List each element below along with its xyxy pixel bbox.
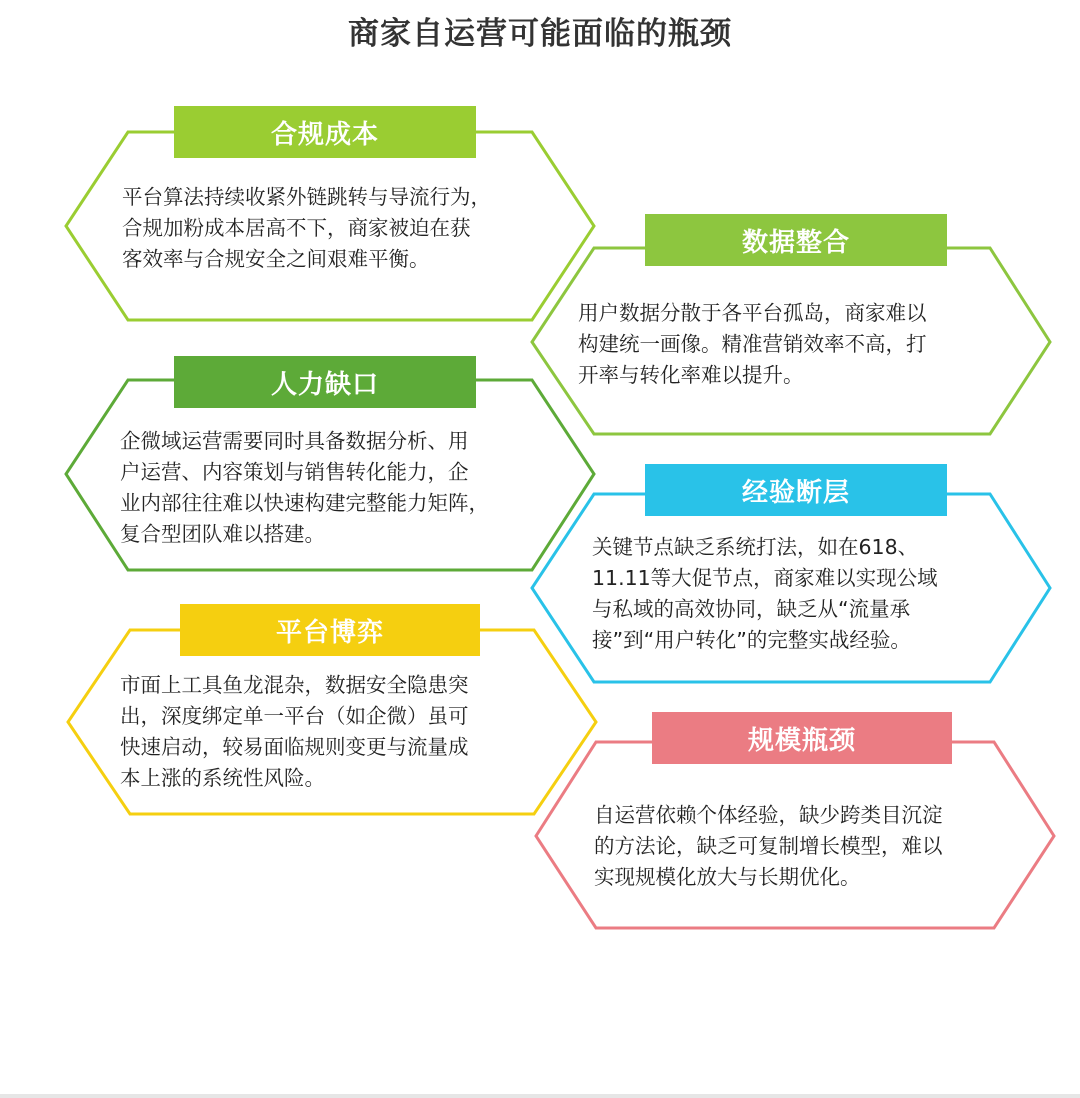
description-line: 用户数据分散于各平台孤岛，商家难以	[578, 301, 927, 325]
description-line: 关键节点缺乏系统打法，如在618、	[592, 535, 919, 559]
description-line: 复合型团队难以搭建。	[120, 522, 325, 546]
description-line: 快速启动，较易面临规则变更与流量成	[120, 735, 469, 759]
description-line: 出，深度绑定单一平台（如企微）虽可	[120, 704, 469, 728]
description-line: 的方法论，缺乏可复制增长模型，难以	[594, 834, 943, 858]
description-line: 户运营、内容策划与销售转化能力，企	[120, 460, 469, 484]
card-compliance-cost	[64, 106, 596, 322]
description-line: 市面上工具鱼龙混杂，数据安全隐患突	[120, 673, 469, 697]
page-title: 商家自运营可能面临的瓶颈	[348, 16, 732, 52]
description-line: 合规加粉成本居高不下，商家被迫在获	[122, 216, 471, 240]
description-line: 接”到“用户转化”的完整实战经验。	[592, 628, 911, 652]
description-line: 企微域运营需要同时具备数据分析、用	[120, 429, 469, 453]
description-line: 开率与转化率难以提升。	[578, 363, 804, 387]
card-description	[594, 800, 943, 893]
card-data-integration	[530, 214, 1054, 436]
card-heading: 平台博弈	[180, 604, 480, 656]
card-heading: 经验断层	[645, 464, 947, 516]
description-line: 实现规模化放大与长期优化。	[594, 865, 861, 889]
description-line: 与私域的高效协同，缺乏从“流量承	[592, 597, 911, 621]
card-heading: 规模瓶颈	[652, 712, 952, 764]
card-description	[120, 670, 469, 794]
description-line: 构建统一画像。精准营销效率不高，打	[578, 332, 927, 356]
description-line: 11.11等大促节点，商家难以实现公域	[592, 566, 938, 590]
card-scale-bottleneck	[534, 712, 1058, 932]
card-heading: 合规成本	[174, 106, 476, 158]
card-description	[592, 532, 938, 656]
bottom-divider	[0, 1094, 1080, 1098]
card-talent-gap	[64, 356, 596, 572]
card-description	[578, 298, 927, 391]
card-description	[120, 426, 489, 550]
description-line: 本上涨的系统性风险。	[120, 766, 325, 790]
description-line: 平台算法持续收紧外链跳转与导流行为，	[122, 185, 491, 209]
card-description	[122, 182, 491, 275]
description-line: 业内部往往难以快速构建完整能力矩阵，	[120, 491, 489, 515]
card-experience-gap	[530, 464, 1054, 686]
card-heading: 数据整合	[645, 214, 947, 266]
description-line: 客效率与合规安全之间艰难平衡。	[122, 247, 430, 271]
card-platform-game	[66, 604, 598, 818]
description-line: 自运营依赖个体经验，缺少跨类目沉淀	[594, 803, 943, 827]
card-heading: 人力缺口	[174, 356, 476, 408]
